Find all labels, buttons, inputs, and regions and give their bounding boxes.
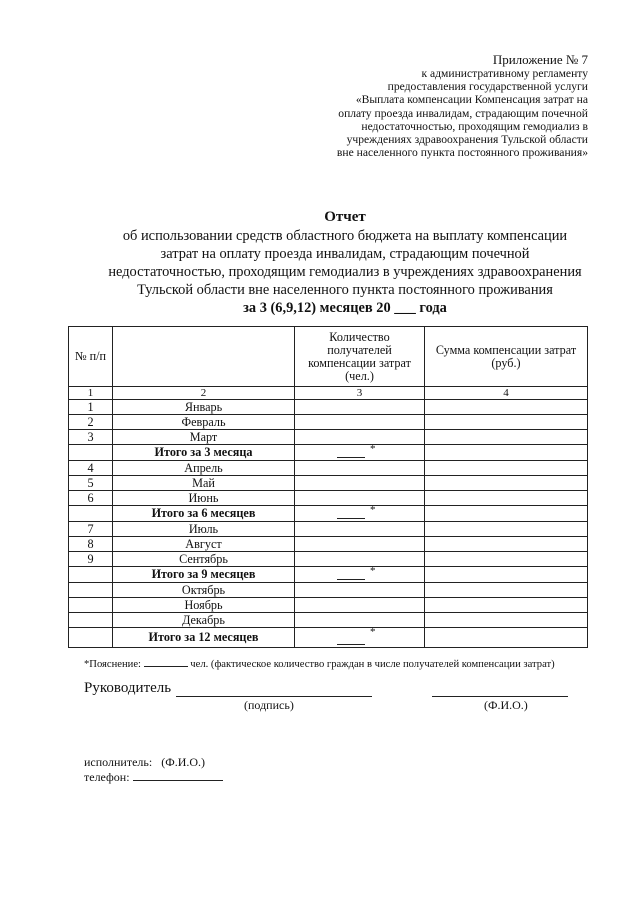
- sum-cell[interactable]: [425, 506, 588, 522]
- footnote-star: *: [370, 626, 376, 638]
- sum-cell[interactable]: [425, 598, 588, 613]
- col-number: 3: [295, 387, 425, 400]
- header-num: № п/п: [69, 327, 113, 387]
- report-subtitle-line: Тульской области вне населенного пункта постоянного проживания: [137, 282, 553, 298]
- col-number: 2: [113, 387, 295, 400]
- report-title-block: [70, 208, 620, 317]
- count-cell[interactable]: [295, 522, 425, 537]
- row-number: [69, 506, 113, 522]
- count-cell[interactable]: [295, 628, 425, 648]
- table-row: [69, 430, 588, 445]
- count-cell[interactable]: [295, 415, 425, 430]
- note-blank-field[interactable]: [144, 657, 188, 667]
- note-prefix: *Пояснение:: [84, 659, 141, 670]
- appendix-line: учреждениях здравоохранения Тульской области: [346, 133, 588, 147]
- row-label: Декабрь: [113, 613, 295, 628]
- header-count: Количество получателей компенсации затрат (чел.): [295, 327, 425, 387]
- row-number: [69, 613, 113, 628]
- table-body: [69, 400, 588, 648]
- appendix-header: [292, 52, 588, 159]
- appendix-line: к административному регламенту: [421, 67, 588, 80]
- row-label: Апрель: [113, 461, 295, 476]
- column-numbers-row: [69, 387, 588, 400]
- phone-blank-field[interactable]: [133, 770, 223, 781]
- count-blank-line: [337, 518, 365, 519]
- col-number: 4: [425, 387, 588, 400]
- row-number: 7: [69, 522, 113, 537]
- row-number: 5: [69, 476, 113, 491]
- sum-cell[interactable]: [425, 430, 588, 445]
- row-number: [69, 567, 113, 583]
- col-number: 1: [69, 387, 113, 400]
- count-cell[interactable]: [295, 583, 425, 598]
- appendix-line: «Выплата компенсации Компенсация затрат на: [355, 93, 588, 107]
- row-number: [69, 628, 113, 648]
- row-label: Январь: [113, 400, 295, 415]
- sum-cell[interactable]: [425, 628, 588, 648]
- executor-label: исполнитель:: [84, 755, 153, 769]
- sum-cell[interactable]: [425, 583, 588, 598]
- total-row: [69, 445, 588, 461]
- row-label: Август: [113, 537, 295, 552]
- row-label: Октябрь: [113, 583, 295, 598]
- count-cell[interactable]: [295, 476, 425, 491]
- note-suffix: чел. (фактическое количество граждан в числе получателей компенсации затрат): [190, 659, 555, 670]
- header-sum: Сумма компенсации затрат (руб.): [425, 327, 588, 387]
- row-label: Итого за 6 месяцев: [113, 506, 295, 522]
- count-cell[interactable]: [295, 598, 425, 613]
- count-cell[interactable]: [295, 400, 425, 415]
- sum-cell[interactable]: [425, 552, 588, 567]
- table-row: [69, 537, 588, 552]
- table-row: [69, 583, 588, 598]
- row-number: 9: [69, 552, 113, 567]
- count-cell[interactable]: [295, 567, 425, 583]
- report-title: Отчет: [324, 209, 366, 225]
- sum-cell[interactable]: [425, 491, 588, 506]
- total-row: [69, 506, 588, 522]
- row-label: Сентябрь: [113, 552, 295, 567]
- count-cell[interactable]: [295, 445, 425, 461]
- row-number: [69, 445, 113, 461]
- signature-block: [84, 680, 604, 720]
- row-number: 1: [69, 400, 113, 415]
- count-cell[interactable]: [295, 491, 425, 506]
- table-row: [69, 491, 588, 506]
- table-row: [69, 476, 588, 491]
- header-name: [113, 327, 295, 387]
- total-row: [69, 628, 588, 648]
- appendix-line: недостаточностью, проходящим гемодиализ в: [361, 119, 588, 133]
- table-row: [69, 400, 588, 415]
- sum-cell[interactable]: [425, 400, 588, 415]
- row-label: Итого за 12 месяцев: [113, 628, 295, 648]
- count-cell[interactable]: [295, 461, 425, 476]
- sum-cell[interactable]: [425, 522, 588, 537]
- count-cell[interactable]: [295, 430, 425, 445]
- signature-line[interactable]: [176, 696, 372, 697]
- report-table: [68, 326, 588, 648]
- row-label: Итого за 9 месяцев: [113, 567, 295, 583]
- footnote-star: *: [370, 504, 376, 516]
- count-blank-line: [337, 457, 365, 458]
- report-subtitle-line: об использовании средств областного бюджета на выплату компенсации: [122, 228, 568, 244]
- signature-caption: (подпись): [244, 698, 294, 712]
- count-cell[interactable]: [295, 537, 425, 552]
- row-number: 2: [69, 415, 113, 430]
- table-row: [69, 522, 588, 537]
- name-line[interactable]: [432, 696, 568, 697]
- appendix-line: оплату проезда инвалидам, страдающим почечной: [338, 106, 588, 120]
- count-cell[interactable]: [295, 613, 425, 628]
- row-number: [69, 583, 113, 598]
- sum-cell[interactable]: [425, 537, 588, 552]
- phone-label: телефон:: [84, 770, 130, 784]
- count-cell[interactable]: [295, 506, 425, 522]
- row-label: Ноябрь: [113, 598, 295, 613]
- row-label: Итого за 3 месяца: [113, 445, 295, 461]
- sum-cell[interactable]: [425, 476, 588, 491]
- report-subtitle-line: недостаточностью, проходящим гемодиализ в учреждениях здравоохранения: [108, 264, 582, 280]
- appendix-line: вне населенного пункта постоянного проживания»: [336, 146, 588, 160]
- sum-cell[interactable]: [425, 567, 588, 583]
- table-row: [69, 461, 588, 476]
- row-label: Июль: [113, 522, 295, 537]
- report-period: за 3 (6,9,12) месяцев 20 ___ года: [243, 300, 447, 316]
- row-label: Май: [113, 476, 295, 491]
- appendix-line: предоставления государственной услуги: [387, 80, 588, 94]
- table-row: [69, 415, 588, 430]
- table-row: [69, 598, 588, 613]
- sum-cell[interactable]: [425, 415, 588, 430]
- sum-cell[interactable]: [425, 613, 588, 628]
- row-number: 4: [69, 461, 113, 476]
- count-cell[interactable]: [295, 552, 425, 567]
- row-number: [69, 598, 113, 613]
- head-label: Руководитель: [84, 680, 172, 696]
- row-label: Март: [113, 430, 295, 445]
- footnote-star: *: [370, 565, 376, 577]
- contacts-block: [84, 755, 223, 785]
- count-blank-line: [337, 644, 365, 645]
- count-blank-line: [337, 579, 365, 580]
- row-number: 6: [69, 491, 113, 506]
- executor-value: (Ф.И.О.): [161, 755, 206, 769]
- table-header-row: [69, 327, 588, 387]
- table-row: [69, 613, 588, 628]
- row-number: 8: [69, 537, 113, 552]
- footnote-star: *: [370, 443, 376, 455]
- row-label: Июнь: [113, 491, 295, 506]
- report-subtitle-line: затрат на оплату проезда инвалидам, страдающим почечной: [160, 246, 530, 262]
- row-number: 3: [69, 430, 113, 445]
- table-row: [69, 552, 588, 567]
- sum-cell[interactable]: [425, 461, 588, 476]
- total-row: [69, 567, 588, 583]
- note: [84, 657, 604, 671]
- name-caption: (Ф.И.О.): [484, 698, 528, 712]
- appendix-number: Приложение № 7: [492, 52, 588, 67]
- row-label: Февраль: [113, 415, 295, 430]
- sum-cell[interactable]: [425, 445, 588, 461]
